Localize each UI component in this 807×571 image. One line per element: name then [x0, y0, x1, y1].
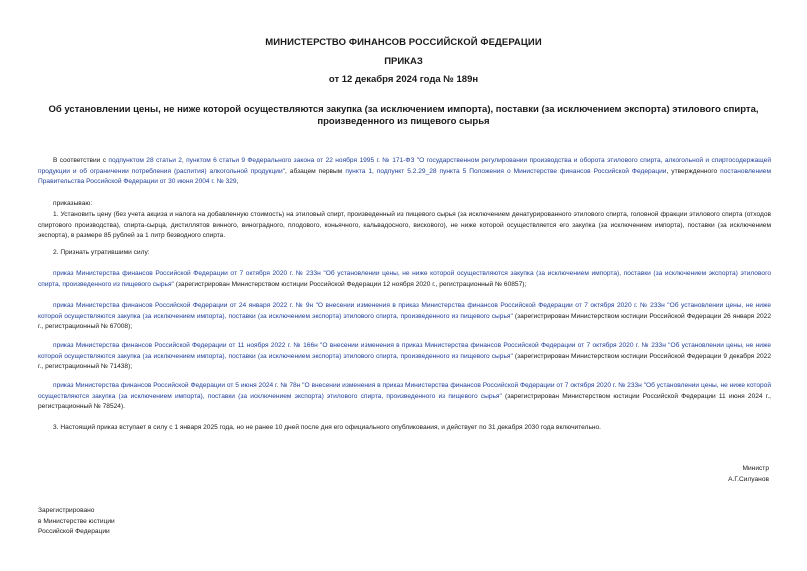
preamble-text-4: , — [236, 178, 239, 185]
registration-line-3: Российской Федерации — [38, 528, 110, 535]
repealed-act-1 — [38, 269, 771, 290]
item-3-paragraph: 3. Настоящий приказ вступает в силу с 1 января 2025 года, но не ранее 10 дней после дня его официального опубликования, и действует по 31 декабря 2030 года включительно. — [53, 424, 602, 431]
signature-block — [728, 464, 769, 485]
repealed-act-2 — [38, 301, 771, 333]
repealed-act-3-link[interactable]: приказ Министерства финансов Российской Федерации от 11 ноября 2022 г. № 166н "О внесении изменения в приказ Министерства финансов Российской Федерации от 7 октября 2020 г. № 233н "Об установлении цены, не ниже которой осуществляются закупка (за исключением импорта), поставки (за исключением экспорта) этилового спирта, произведенного из пищевого сырья" — [38, 342, 771, 360]
preamble-paragraph — [38, 156, 771, 188]
item-2-paragraph: 2. Признать утратившими силу: — [53, 249, 150, 256]
item-1-paragraph: 1. Установить цену (без учета акциза и налога на добавленную стоимость) на этиловый спирт, произведенный из пищевого сырья (за исключением денатурированного этилового спирта, головной фракции этилового спирта (отходов спиртового производства), спирта-сырца, дистиллятов винного, виноградного, плодового, коньячного, кальвадосного, вискового), не ниже которой осуществляется его закупка (за исключением импорта), поставки (за исключением экспорта), в размере 85 рублей за 1 литр безводного спирта. — [38, 211, 771, 239]
repealed-act-1-registration: (зарегистрирован Министерством юстиции Российской Федерации 12 ноября 2020 г., регистрационный № 60857); — [173, 280, 527, 288]
registration-note — [38, 506, 115, 538]
repealed-act-3 — [38, 341, 771, 373]
repealed-act-4 — [38, 381, 771, 413]
repealed-act-1-link[interactable]: приказ Министерства финансов Российской Федерации от 7 октября 2020 г. № 233н "Об установлении цены, не ниже которой осуществляются закупка (за исключением импорта), поставки (за исключением экспорта) этилового спирта, произведенного из пищевого сырья" — [38, 270, 771, 288]
order-title: Об установлении цены, не ниже которой осуществляются закупка (за исключением импорта), поставки (за исключением экспорта) этилового спирта, произведенного из пищевого сырья — [48, 104, 759, 127]
government-decree-link[interactable]: постановлением Правительства Российской Федерации от 30 июня 2004 г. № 329 — [38, 167, 771, 185]
registration-line-1: Зарегистрировано — [38, 507, 95, 514]
preamble-text-1: В соответствии с — [53, 157, 109, 164]
law-171fz-link[interactable]: подпунктом 28 статьи 2, пунктом 6 статьи 9 Федерального закона от 22 ноября 1995 г. № 171-ФЗ "О государственном регулировании производства и оборота этилового спирта, алкогольной и спиртосодержащей продукции и об ограничении потребления (распития) алкогольной продукции" — [38, 157, 772, 175]
repealed-act-2-registration: (зарегистрирован Министерством юстиции Российской Федерации 26 января 2022 г., регистрационный № 67008); — [38, 312, 771, 330]
ministry-heading: МИНИСТЕРСТВО ФИНАНСОВ РОССИЙСКОЙ ФЕДЕРАЦИИ — [265, 37, 542, 48]
signatory-position: Министр — [742, 465, 769, 472]
preamble-text-3: , утвержденного — [666, 167, 721, 175]
repealed-act-3-registration: (зарегистрирован Министерством юстиции Российской Федерации 9 декабря 2022 г., регистрационный № 71438); — [38, 352, 771, 370]
signatory-name: А.Г.Силуанов — [728, 475, 769, 483]
preamble-text-2: , абзацем первым — [284, 167, 346, 175]
repealed-act-2-link[interactable]: приказ Министерства финансов Российской Федерации от 24 января 2022 г. № 9н "О внесении изменения в приказ Министерства финансов Российской Федерации от 7 октября 2020 г. № 233н "Об установлении цены, не ниже которой осуществляются закупка (за исключением импорта), поставки (за исключением экспорта) этилового спирта, произведенного из пищевого сырья" — [38, 302, 771, 320]
repealed-act-4-registration: (зарегистрирован Министерством юстиции Российской Федерации 11 июня 2024 г., регистрационный № 78524). — [38, 392, 772, 410]
order-heading: ПРИКАЗ — [384, 56, 423, 67]
regulation-clause-link[interactable]: пункта 1, подпункт 5.2.29_28 пункта 5 Положения о Министерстве финансов Российской Федерации — [345, 167, 667, 175]
order-date-number: от 12 декабря 2024 года № 189н — [328, 74, 479, 85]
repealed-act-4-link[interactable]: приказ Министерства финансов Российской Федерации от 5 июня 2024 г. № 78н "О внесении изменения в приказ Министерства финансов Российской Федерации от 7 октября 2020 г. № 233н "Об установлении цены, не ниже которой осуществляются закупка (за исключением импорта), поставки (за исключением экспорта) этилового спирта, произведенного из пищевого сырья" — [38, 382, 771, 400]
registration-line-2: в Министерстве юстиции — [38, 517, 115, 525]
prikazyvayu-text: приказываю: — [53, 200, 93, 207]
